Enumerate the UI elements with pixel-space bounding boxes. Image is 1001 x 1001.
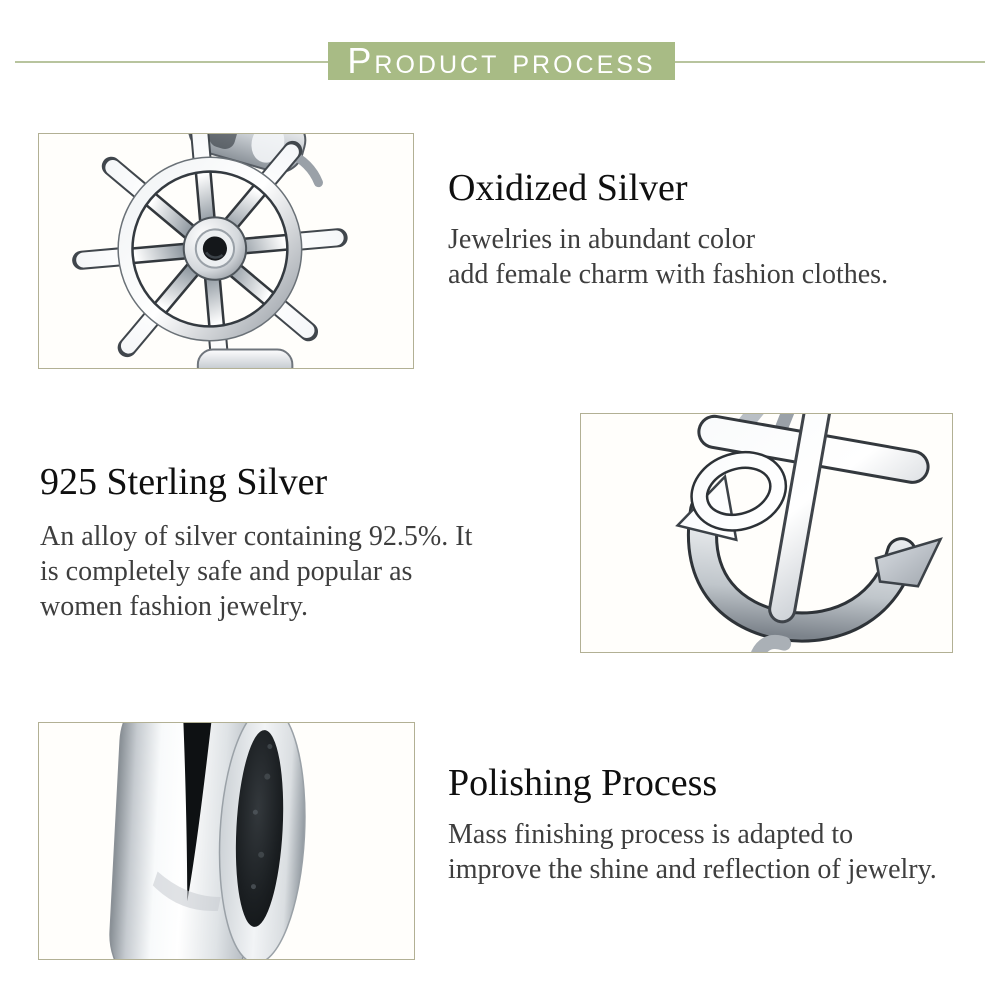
anchor-icon (581, 414, 952, 652)
spacer-bead-icon (39, 723, 414, 959)
ship-wheel-icon (39, 134, 413, 368)
body-line: Mass finishing process is adapted to (448, 819, 854, 850)
spacer-bead-photo (38, 722, 415, 960)
section-body-sterling-silver (40, 519, 472, 624)
body-line: women fashion jewelry. (40, 591, 308, 622)
body-line: An alloy of silver containing 92.5%. It (40, 521, 473, 552)
section-heading-sterling-silver: 925 Sterling Silver (40, 461, 328, 503)
anchor-charm-photo (580, 413, 953, 653)
section-body-oxidized-silver (448, 222, 888, 292)
section-heading-polishing-process: Polishing Process (448, 762, 718, 804)
body-line: improve the shine and reflection of jewelry. (448, 854, 937, 885)
ship-wheel-charm-photo (38, 133, 414, 369)
section-heading-oxidized-silver: Oxidized Silver (448, 167, 688, 209)
section-body-polishing-process (448, 817, 937, 887)
body-line: is completely safe and popular as (40, 556, 413, 587)
section-title-banner (328, 42, 675, 80)
body-line: add female charm with fashion clothes. (448, 259, 889, 290)
page-title: Product process (347, 40, 656, 81)
body-line: Jewelries in abundant color (448, 224, 756, 255)
